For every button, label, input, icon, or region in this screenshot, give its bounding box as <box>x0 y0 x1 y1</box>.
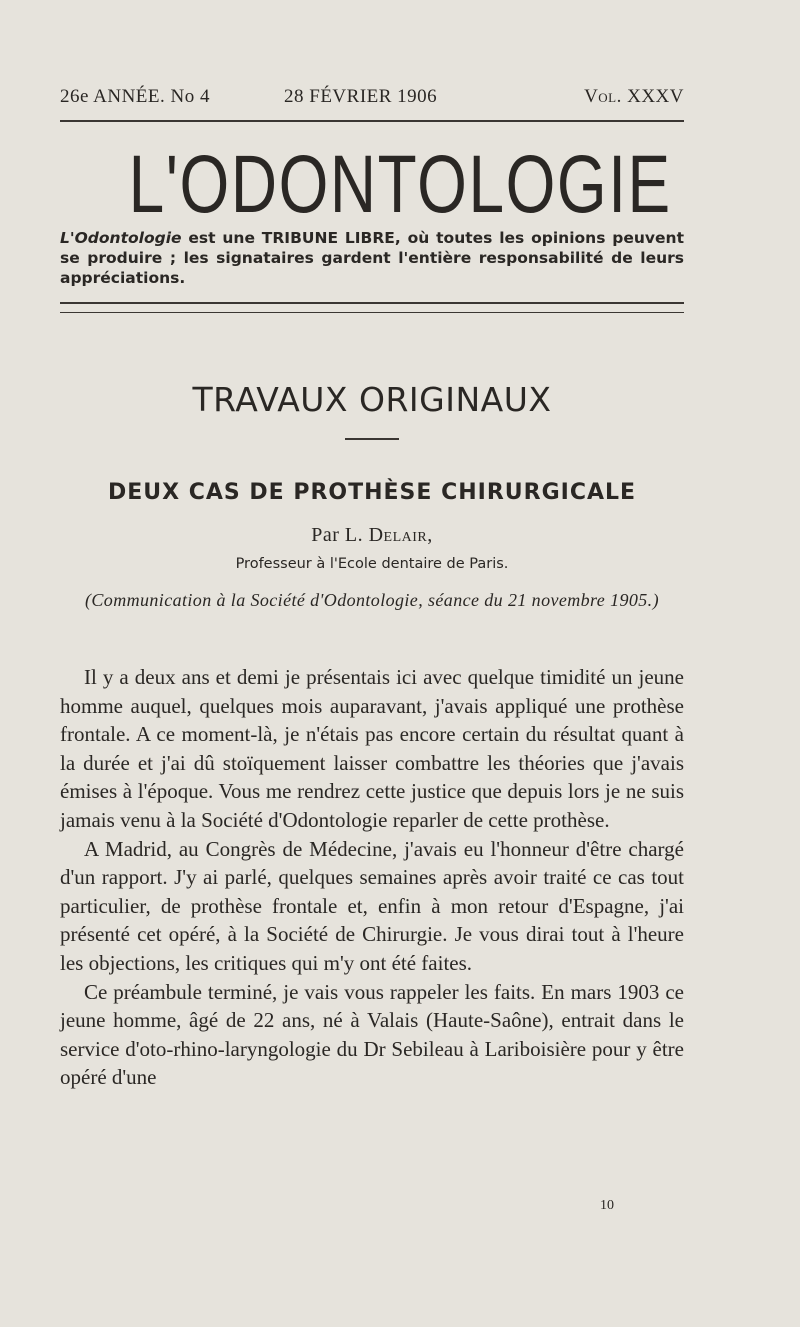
volume-number: Vol. XXXV <box>584 86 684 107</box>
paragraph: Il y a deux ans et demi je présentais ici avec quelque timidité un jeune homme auquel, quelques mois auparavant, j'avais appliqué une prothèse frontale. A ce moment-là, je n'étais pas encore certain du résultat quant à la durée et j'ai dû stoïquement laisser combattre les théories que j'avais émises à l'époque. Vous me rendrez cette justice que depuis lors je ne suis jamais venu à la Société d'Odontologie reparler de cette prothèse. <box>60 665 684 832</box>
heading-rule <box>345 438 399 440</box>
page-number: 10 <box>600 1198 614 1213</box>
issue-date: 28 FÉVRIER 1906 <box>284 86 438 107</box>
section-divider <box>60 302 684 313</box>
header-rule <box>60 120 684 122</box>
byline-prefix: Par L. <box>311 524 369 546</box>
motto-text: est une TRIBUNE LIBRE, où toutes les opinions peuvent se produire ; les signataires gardent l'entière responsabilité de leurs appréciations. <box>60 229 684 287</box>
paragraph: Ce préambule terminé, je vais vous rappeler les faits. En mars 1903 ce jeune homme, âgé de 22 ans, né à Valais (Haute-Saône), entrait dans le service d'oto-rhino-laryngologie du Dr Sebileau à Lariboisière pour y être opéré d'une <box>60 979 684 1090</box>
byline <box>60 524 684 547</box>
running-header <box>60 86 684 114</box>
paragraph: A Madrid, au Congrès de Médecine, j'avais eu l'honneur d'être chargé d'un rapport. J'y ai parlé, quelques semaines après avoir traité ce cas tout particulier, de prothèse frontale et, enfin à mon retour d'Espagne, j'ai présenté cet opéré, à la Société de Chirurgie. Je vous dirai tout à l'heure les objections, les critiques qui m'y ont été faites. <box>60 836 684 975</box>
issue-number: 26e ANNÉE. No 4 <box>60 86 210 107</box>
article-body <box>60 663 684 1092</box>
communication-note: (Communication à la Société d'Odontologie, séance du 21 novembre 1905.) <box>85 590 659 610</box>
section-heading: TRAVAUX ORIGINAUX <box>192 380 552 419</box>
journal-title: L'ODONTOLOGIE <box>128 139 672 230</box>
journal-motto <box>60 228 684 288</box>
author-affiliation: Professeur à l'Ecole dentaire de Paris. <box>235 556 509 572</box>
motto-journal-name: L'Odontologie <box>60 229 182 247</box>
article-title: DEUX CAS DE PROTHÈSE CHIRURGICALE <box>107 480 637 505</box>
author-name: Delair, <box>368 524 433 546</box>
